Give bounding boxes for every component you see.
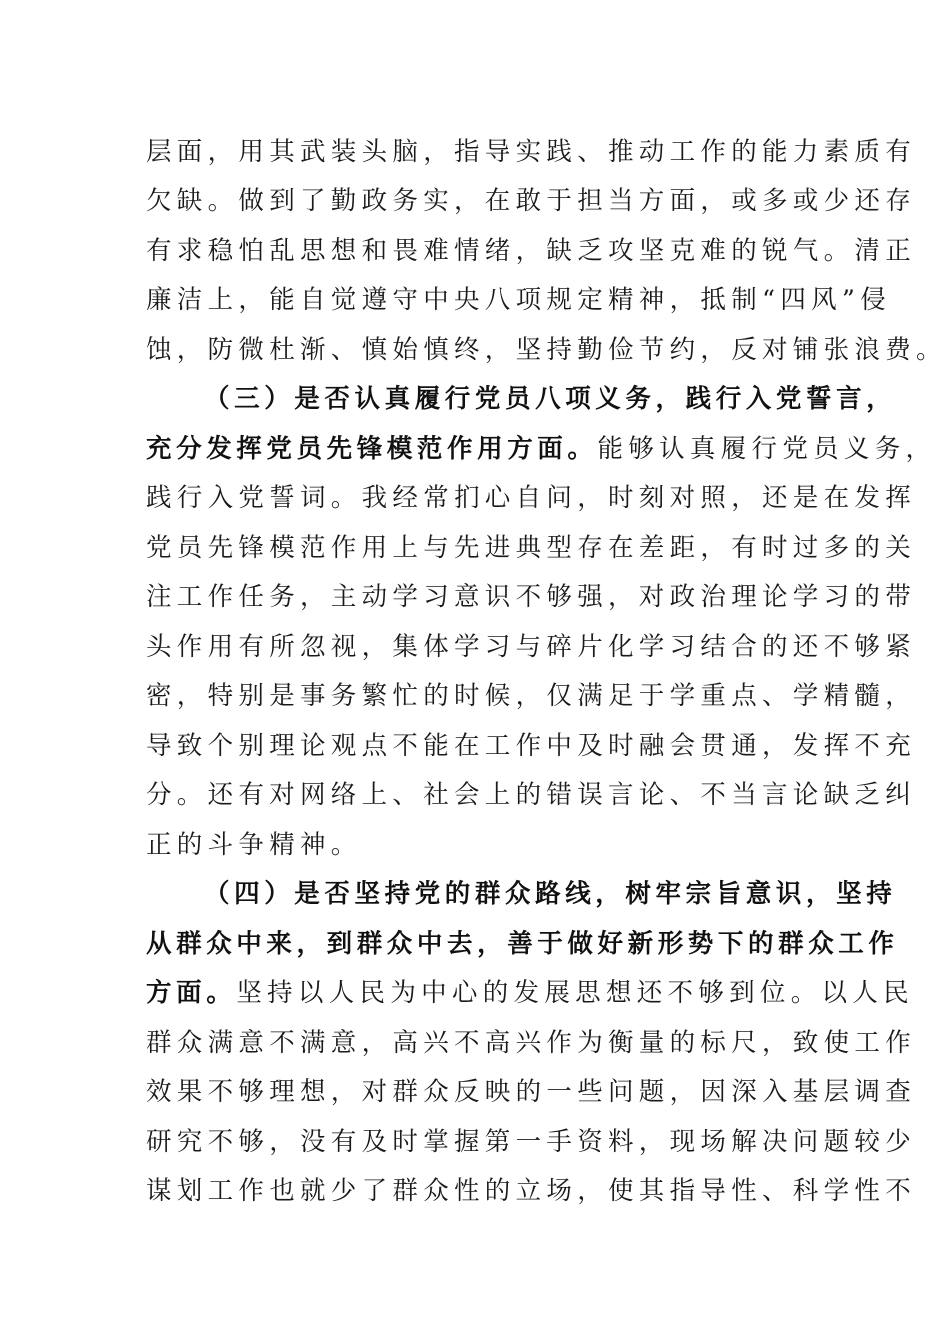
paragraph-line	[146, 1023, 917, 1063]
line-text: 能够认真履行党员义务，	[597, 434, 937, 464]
line-text: 密，特别是事务繁忙的时候，仅满足于学重点、学精髓，	[146, 681, 917, 711]
paragraph-line	[146, 1072, 917, 1112]
section-heading-4-end: 方面。	[146, 978, 237, 1008]
paragraph-line	[146, 1122, 917, 1162]
section-heading-3-end: 充分发挥党员先锋模范作用方面。	[146, 434, 598, 464]
section-heading-3: （三）是否认真履行党员八项义务，践行入党誓言，	[204, 384, 897, 414]
paragraph-line	[146, 478, 917, 518]
line-text: 层面，用其武装头脑，指导实践、推动工作的能力素质有	[146, 137, 917, 167]
paragraph-line	[146, 627, 917, 667]
line-text: 有求稳怕乱思想和畏难情绪，缺乏攻坚克难的锐气。清正	[146, 236, 917, 266]
paragraph-line	[146, 726, 917, 766]
paragraph-line	[146, 577, 917, 617]
paragraph-line	[146, 231, 917, 271]
paragraph-line	[146, 1171, 917, 1211]
line-text: 欠缺。做到了勤政务实，在敢于担当方面，或多或少还存	[146, 186, 917, 216]
section-heading-4-cont: 从群众中来，到群众中去，善于做好新形势下的群众工作	[146, 929, 899, 959]
line-text: 正的斗争精神。	[146, 830, 362, 860]
paragraph-line	[146, 775, 917, 815]
line-text: 坚持以人民为中心的发展思想还不够到位。以人民	[236, 978, 914, 1008]
line-text: 注工作任务，主动学习意识不够强，对政治理论学习的带	[146, 582, 917, 612]
line-text: 研究不够，没有及时掌握第一手资料，现场解决问题较少	[146, 1127, 917, 1157]
line-text: 头作用有所忽视，集体学习与碎片化学习结合的还不够紧	[146, 632, 917, 662]
line-text: 导致个别理论观点不能在工作中及时融会贯通，发挥不充	[146, 731, 917, 761]
paragraph-line	[146, 429, 937, 469]
paragraph-line	[146, 132, 917, 172]
line-text: 效果不够理想，对群众反映的一些问题，因深入基层调查	[146, 1077, 917, 1107]
paragraph-line	[146, 825, 826, 865]
paragraph-line	[146, 330, 947, 370]
line-text: 践行入党誓词。我经常扪心自问，时刻对照，还是在发挥	[146, 483, 917, 513]
section-heading-line	[204, 874, 897, 914]
section-heading-4: （四）是否坚持党的群众路线，树牢宗旨意识，坚持	[204, 879, 897, 909]
paragraph-line	[146, 181, 917, 221]
line-text: 分。还有对网络上、社会上的错误言论、不当言论缺乏纠	[146, 780, 917, 810]
line-text: 廉洁上，能自觉遵守中央八项规定精神，抵制“四风”侵	[146, 285, 892, 315]
paragraph-line	[146, 528, 917, 568]
paragraph-line	[146, 280, 892, 320]
paragraph-line	[146, 973, 914, 1013]
line-text: 蚀，防微杜渐、慎始慎终，坚持勤俭节约，反对铺张浪费。	[146, 335, 947, 365]
line-text: 谋划工作也就少了群众性的立场，使其指导性、科学性不	[146, 1176, 917, 1206]
paragraph-line	[146, 676, 917, 716]
section-heading-line	[204, 379, 897, 419]
line-text: 群众满意不满意，高兴不高兴作为衡量的标尺，致使工作	[146, 1028, 917, 1058]
line-text: 党员先锋模范作用上与先进典型存在差距，有时过多的关	[146, 533, 917, 563]
section-heading-line	[146, 924, 899, 964]
